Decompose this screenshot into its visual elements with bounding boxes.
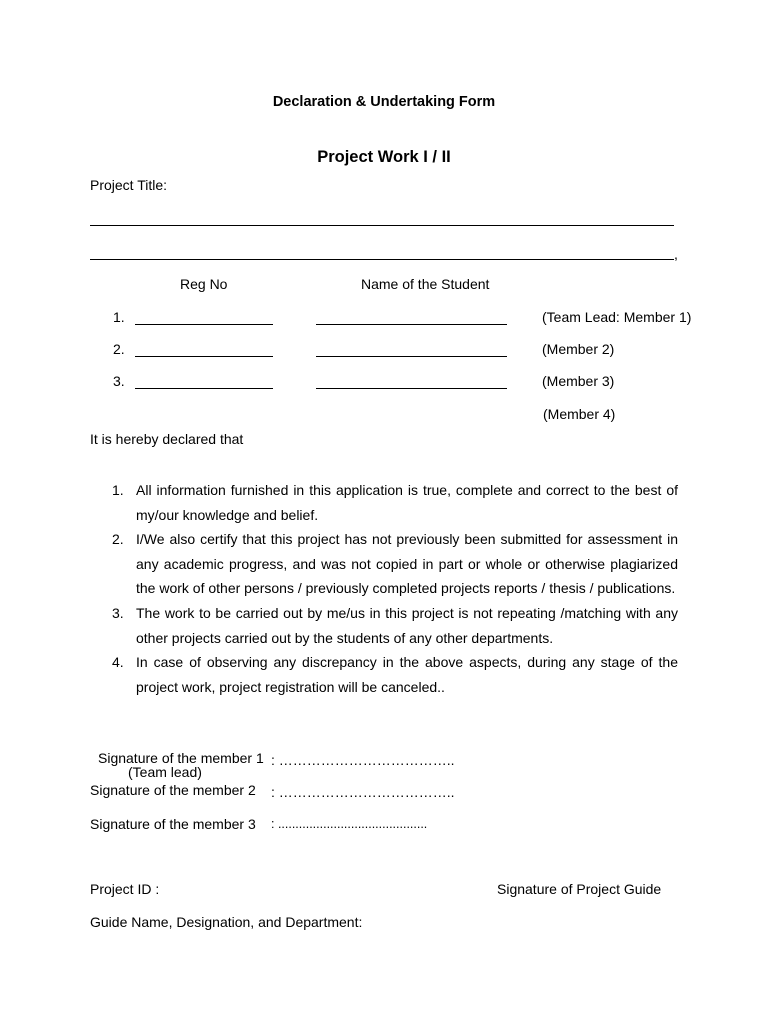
signature-member-3-field[interactable]: : ........................................... bbox=[271, 817, 428, 831]
signature-member-1-label: Signature of the member 1 bbox=[98, 750, 264, 766]
guide-details-label: Guide Name, Designation, and Department: bbox=[90, 914, 363, 930]
student-role: (Member 2) bbox=[542, 341, 615, 357]
reg-no-field[interactable] bbox=[135, 388, 273, 389]
project-title-label: Project Title: bbox=[90, 177, 168, 193]
student-row-number: 3. bbox=[113, 373, 125, 389]
declaration-item-number: 3. bbox=[112, 604, 124, 621]
reg-no-field[interactable] bbox=[135, 356, 273, 357]
reg-no-column-header: Reg No bbox=[180, 276, 228, 292]
declaration-item-number: 2. bbox=[112, 531, 124, 548]
project-guide-signature-label: Signature of Project Guide bbox=[497, 881, 662, 897]
project-id-label: Project ID : bbox=[90, 881, 160, 897]
project-title-line-2[interactable] bbox=[90, 259, 674, 260]
declaration-item-number: 4. bbox=[112, 654, 124, 671]
signature-member-3-label: Signature of the member 3 bbox=[90, 816, 256, 832]
declaration-list bbox=[90, 478, 678, 699]
signature-member-2-label: Signature of the member 2 bbox=[90, 782, 256, 798]
student-row-number: 1. bbox=[113, 309, 125, 325]
student-role: (Member 3) bbox=[542, 373, 615, 389]
declaration-item-text: All information furnished in this application is true, complete and correct to the best of my/our knowledge and belief. bbox=[136, 482, 678, 523]
declaration-item-text: The work to be carried out by me/us in this project is not repeating /matching with any other projects carried out by the students of any other departments. bbox=[136, 604, 678, 646]
student-role: (Team Lead: Member 1) bbox=[542, 309, 692, 325]
project-title-line-1[interactable] bbox=[90, 225, 674, 226]
student-row-number: 2. bbox=[113, 341, 125, 357]
declaration-item-text: In case of observing any discrepancy in the above aspects, during any stage of the project work, project registration will be canceled.. bbox=[136, 654, 678, 695]
declaration-item bbox=[90, 650, 678, 699]
student-name-field[interactable] bbox=[316, 356, 507, 357]
reg-no-field[interactable] bbox=[135, 324, 273, 325]
signature-member-1-field[interactable]: : ……………………………….. bbox=[271, 752, 455, 768]
signature-member-2-field[interactable]: : ……………………………….. bbox=[271, 784, 455, 800]
signature-member-1-sublabel: (Team lead) bbox=[128, 764, 202, 780]
declaration-item-number: 1. bbox=[112, 482, 124, 498]
declaration-item bbox=[90, 527, 678, 601]
form-title: Declaration & Undertaking Form bbox=[272, 94, 496, 110]
project-title-line-comma: , bbox=[674, 246, 678, 262]
declaration-item bbox=[90, 601, 678, 650]
declaration-item bbox=[90, 478, 678, 527]
declaration-intro: It is hereby declared that bbox=[90, 431, 244, 447]
member-4-role: (Member 4) bbox=[543, 406, 616, 422]
student-name-field[interactable] bbox=[316, 324, 507, 325]
project-work-heading: Project Work I / II bbox=[317, 148, 451, 166]
declaration-item-text: I/We also certify that this project has not previously been submitted for assessment in any academic progress, and was not copied in part or whole or otherwise plagiarized the work of other persons / previously completed projects reports / thesis / publications. bbox=[136, 531, 678, 597]
student-name-column-header: Name of the Student bbox=[361, 276, 490, 292]
student-name-field[interactable] bbox=[316, 388, 507, 389]
